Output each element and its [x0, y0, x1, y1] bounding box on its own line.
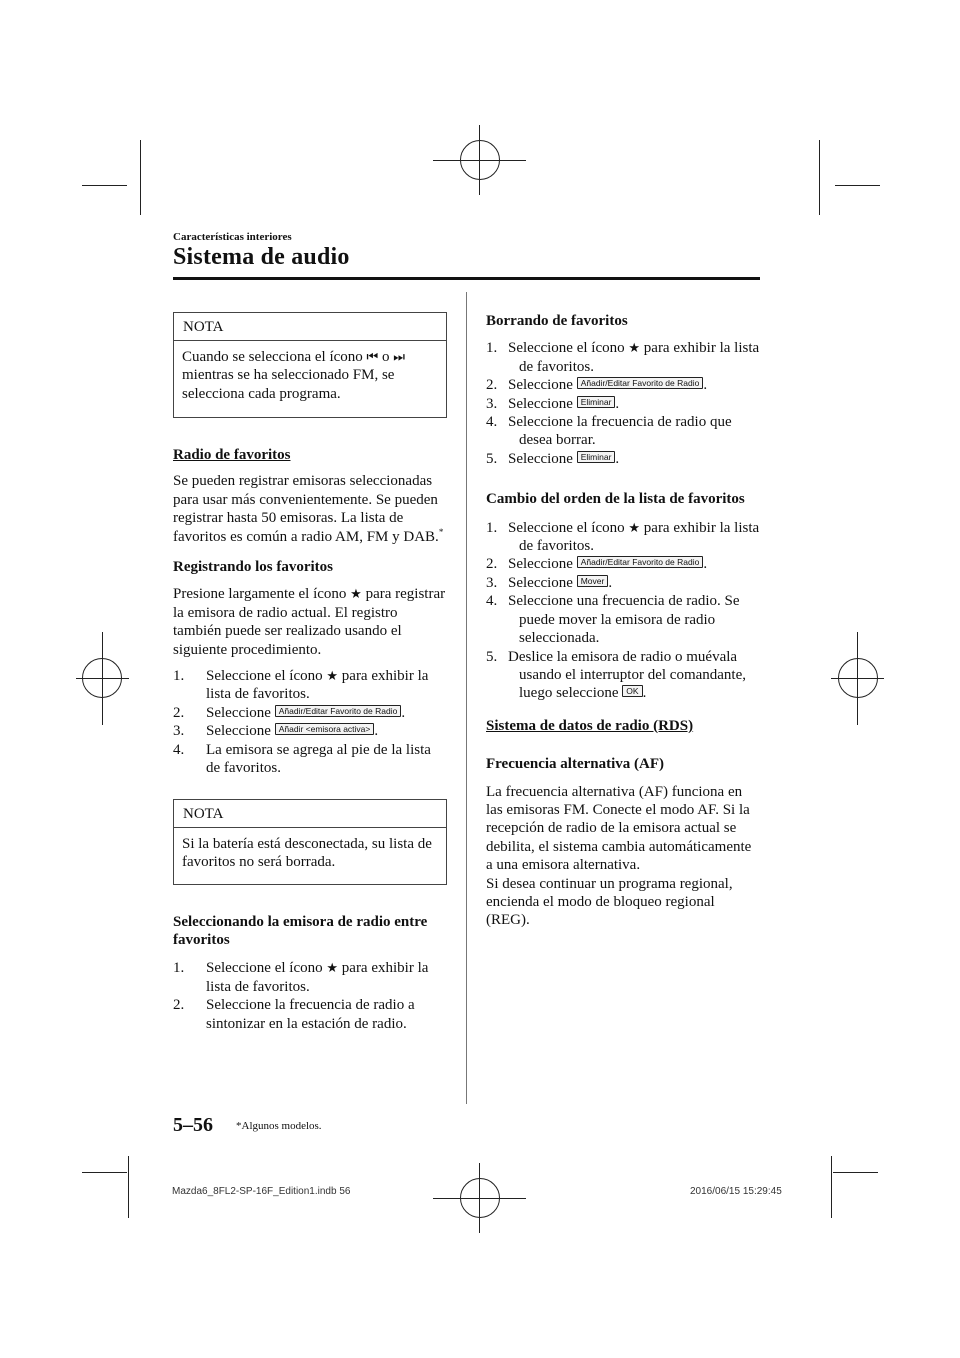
list-item: 1. Seleccione el ícono ★ para exhibir la lista de favoritos.: [173, 668, 429, 703]
star-icon: ★: [628, 519, 641, 535]
column-divider: [466, 292, 467, 1104]
list-item: 2. Seleccione la frecuencia de radio a sintonizar en la estación de radio.: [173, 997, 415, 1032]
list-item: 4. La emisora se agrega al pie de la lista de favoritos.: [173, 741, 431, 777]
register-paragraph: Presione largamente el ícono ★ para registrar la emisora de radio actual. El registro también puede ser realizado usando el siguiente procedimiento.: [173, 586, 446, 658]
crop-mark: [819, 140, 820, 215]
screen-button-add-active-station: Añadir <emisora activa>: [275, 723, 375, 735]
registration-mark: [433, 1198, 526, 1199]
crop-mark: [140, 140, 141, 215]
section-heading-favorites: Radio de favoritos: [173, 447, 291, 463]
registration-mark: [76, 678, 129, 679]
list-item: 3. Seleccione Añadir <emisora activa> .: [173, 723, 379, 740]
section-heading-rds: Sistema de datos de radio (RDS): [486, 717, 694, 734]
crop-mark: [831, 1156, 832, 1218]
star-icon: ★: [326, 960, 339, 976]
footnote: *Algunos modelos.: [236, 1120, 322, 1132]
list-item: 2. Seleccione Añadir/Editar Favorito de Radio .: [486, 377, 708, 394]
note-box: [173, 799, 447, 885]
reorder-steps: [486, 519, 760, 703]
subheading-reorder: Cambio del orden de la lista de favoritos: [486, 491, 745, 508]
screen-button-add-edit-favorite: Añadir/Editar Favorito de Radio: [577, 377, 704, 389]
crop-mark: [128, 1156, 129, 1218]
list-item: 5. Deslice la emisora de radio o muévala usando el interruptor del comandante, luego seleccione OK .: [486, 648, 747, 702]
crop-mark: [833, 1172, 878, 1173]
screen-button-move: Mover: [577, 575, 609, 587]
track-previous-icon: ⏮: [366, 349, 379, 364]
registration-mark: [831, 678, 884, 679]
list-item: 1. Seleccione el ícono ★ para exhibir la lista de favoritos.: [486, 519, 760, 555]
screen-button-delete: Eliminar: [577, 451, 616, 463]
screen-button-delete: Eliminar: [577, 396, 616, 408]
af-paragraph: La frecuencia alternativa (AF) funciona en las emisoras FM. Conecte el modo AF. Si la recepción de radio de la emisora actual se debilita, el sistema cambia automáticamente a una emisora alternativa.: [486, 783, 752, 874]
list-item: 5. Seleccione Eliminar .: [486, 450, 620, 467]
print-file-info: Mazda6_8FL2-SP-16F_Edition1.indb 56: [172, 1186, 351, 1197]
list-item: 1. Seleccione el ícono ★ para exhibir la lista de favoritos.: [173, 960, 429, 995]
title-rule: [173, 277, 760, 280]
list-item: 2. Seleccione Añadir/Editar Favorito de Radio .: [486, 556, 708, 573]
subheading-af: Frecuencia alternativa (AF): [486, 756, 665, 773]
register-steps: [173, 667, 447, 777]
right-column: [486, 312, 760, 930]
list-item: 1. Seleccione el ícono ★ para exhibir la lista de favoritos.: [486, 340, 760, 375]
note-heading: NOTA: [174, 313, 446, 341]
subheading-register: Registrando los favoritos: [173, 559, 333, 576]
star-icon: ★: [628, 340, 641, 356]
list-item: 2. Seleccione Añadir/Editar Favorito de Radio .: [173, 704, 406, 721]
section-label: Características interiores: [173, 231, 292, 243]
crop-mark: [82, 1172, 127, 1173]
subheading-delete: Borrando de favoritos: [486, 313, 628, 329]
registration-mark: [433, 160, 526, 161]
favorites-paragraph: Se pueden registrar emisoras seleccionadas para usar más convenientemente. Se pueden registrar hasta 50 emisoras. La lista de favoritos es común a radio AM, FM y DAB.*: [173, 473, 444, 545]
note-heading: NOTA: [174, 800, 446, 828]
crop-mark: [835, 185, 880, 186]
screen-button-add-edit-favorite: Añadir/Editar Favorito de Radio: [577, 556, 704, 568]
star-icon: ★: [326, 668, 339, 684]
crop-mark: [82, 185, 127, 186]
list-item: 3. Seleccione Eliminar .: [486, 395, 620, 412]
page-title: Sistema de audio: [173, 244, 350, 270]
screen-button-add-edit-favorite: Añadir/Editar Favorito de Radio: [275, 705, 402, 717]
list-item: 4. Seleccione una frecuencia de radio. Se puede mover la emisora de radio seleccionada.: [486, 593, 740, 647]
note-text: Cuando se selecciona el ícono ⏮ o ⏭ mientras se ha seleccionado FM, se selecciona cada programa.: [182, 349, 405, 402]
star-icon: ★: [350, 586, 362, 602]
print-timestamp: 2016/06/15 15:29:45: [690, 1186, 782, 1197]
subheading-select: Seleccionando la emisora de radio entre favoritos: [173, 913, 428, 948]
list-item: 4. Seleccione la frecuencia de radio que desea borrar.: [486, 414, 732, 449]
af-paragraph-regional: Si desea continuar un programa regional, encienda el modo de bloqueo regional (REG).: [486, 875, 733, 929]
screen-button-ok: OK: [622, 685, 642, 697]
track-next-icon: ⏭: [393, 349, 405, 364]
left-column: [173, 312, 447, 1033]
page-number: 5–56: [173, 1114, 213, 1136]
list-item: 3. Seleccione Mover .: [486, 574, 613, 591]
note-text: Si la batería está desconectada, su lista de favoritos no será borrada.: [182, 835, 432, 870]
select-steps: [173, 959, 447, 1033]
note-box: [173, 312, 447, 418]
delete-steps: [486, 339, 760, 468]
